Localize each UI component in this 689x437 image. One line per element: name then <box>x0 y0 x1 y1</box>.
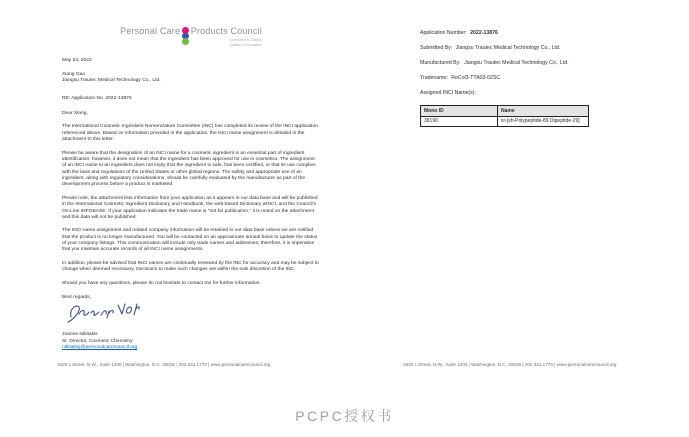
tradename-label: Tradename: <box>420 75 448 82</box>
logo-tagline <box>191 38 262 48</box>
pcpc-logo <box>62 26 320 48</box>
signature-icon <box>62 302 140 326</box>
letter-paragraph: The INCI name assignment and related company information will be retained in our data base unless we are notified that the product is no longer manufactured. You will be contacted on an approximate annual basis to update the status of your company listings. This communication will include only trade names and addresses; therefore, it is imperative that you maintain accurate records of all INCI name assignments. <box>62 228 318 253</box>
attachment-footer-address: 1620 L Street, N.W., Suite 1200 | Washington, D.C. 20036 | 202.331.1770 | www.personalcarecouncil.org <box>403 362 617 367</box>
document-caption: PCPC授权书 <box>295 408 394 424</box>
signer-title: Sr. Director, Cosmetic Chemistry <box>62 338 133 344</box>
inci-name-table <box>420 105 589 127</box>
letter-footer-address: 1620 L Street, N.W., Suite 1200 | Washington, D.C. 20036 | 202.331.1770 | www.personalcarecouncil.org <box>57 362 271 367</box>
submitted-by-line <box>420 45 652 52</box>
col-header-mono-id: Mono ID <box>421 106 498 117</box>
logo-tagline-line1: Committed to Safety, <box>228 37 262 42</box>
cell-mono-id: 38190 <box>421 116 498 127</box>
submitted-by-value: Jiangsu Trautec Medical Technology Co., Ltd. <box>455 45 561 52</box>
table-row <box>421 116 589 127</box>
logo-text-personal-care: Personal Care <box>120 26 181 36</box>
letter-paragraph: In addition, please be advised that INCI names are continually reviewed by the INC for accuracy and may be subject to change when deemed necessary. Decisions to make such changes are within the sole discretion of the INC. <box>62 260 319 273</box>
manufactured-by-label: Manufactured By: <box>420 60 461 67</box>
tradename-line <box>420 75 652 82</box>
letter-paragraph: Please be aware that the designation of an INCI name for a cosmetic ingredient is an essential part of ingredient identification; however, it does not mean that the ingredient has been approved for use in cosmetics. The assignment of an INCI name to an ingredient does not imply that the ingredient is safe, has been certified, or that its use complies with the laws and regulations of the United States or other global regions. The safety and appropriate use of an ingredient, along with regulatory considerations, should be carefully evaluated by the manufacturer as part of the development process before a product is marketed. <box>62 150 316 188</box>
recipient-name: Xiang Gao <box>62 71 86 77</box>
recipient-block <box>62 72 320 85</box>
re-line: RE: Application No. 2022-13876 <box>62 95 132 101</box>
letter-body <box>62 58 320 352</box>
signer-block <box>62 332 320 351</box>
manufactured-by-line <box>420 60 652 67</box>
application-number-value: 2022-13876 <box>470 30 498 36</box>
submitted-by-label: Submitted By: <box>420 45 453 52</box>
attachment-page <box>420 30 652 127</box>
recipient-company: Jiangsu Trautec Medical Technology Co., Ltd. <box>62 78 161 84</box>
handwritten-signature <box>62 302 320 326</box>
table-header-row <box>421 106 589 117</box>
logo-tagline-line2: Quality & Innovation <box>229 42 262 47</box>
signer-name: Joanne Nikitakis <box>62 332 98 338</box>
logo-text-products-council: Products Council <box>190 26 262 36</box>
application-number-line <box>420 30 652 37</box>
letter-date: May 24, 2023 <box>62 57 92 63</box>
logo-dot-green-icon <box>182 38 189 45</box>
logo-dots-icon <box>182 27 189 44</box>
logo-right-block <box>191 26 262 48</box>
letter-paragraph: Please note, the attachment lists information from your application as it appears in our data base and will be published in the International Cosmetic Ingredient Dictionary and Handbook, the web-based Dictionary wINCI, and the Council's On-Line INFOBASE. If your application indicates the trade name is "not for publication," it is noted on the attachment and this data will not be published. <box>62 195 318 220</box>
letter-paragraph: The International Cosmetic Ingredient Nomenclature Committee (INC) has completed its review of the INCI application referenced above. Based on information provided in the application, the INCI name assignment is detailed in the attachment to this letter. <box>62 124 318 143</box>
letter-page <box>62 26 320 351</box>
cell-inci-name: sr-[sh-Polypeptide-89 Dipeptide-29] <box>498 116 589 127</box>
assigned-inci-line: Assigned INCI Name(s): <box>420 90 476 97</box>
letter-paragraph: Should you have any questions, please do not hesitate to contact me for further information. <box>62 280 261 286</box>
signer-email-link[interactable]: nikitakisj@personalcarecouncil.org <box>62 345 138 351</box>
closing: Best regards, <box>62 294 92 300</box>
salutation: Dear Xiang, <box>62 111 88 117</box>
manufactured-by-value: Jiangsu Trautec Medical Technology Co., Ltd. <box>464 60 569 67</box>
tradename-value: ReCol3-TTA03-02SC <box>451 75 501 82</box>
application-number-label: Application Number: <box>420 30 467 36</box>
col-header-name: Name <box>498 106 589 117</box>
